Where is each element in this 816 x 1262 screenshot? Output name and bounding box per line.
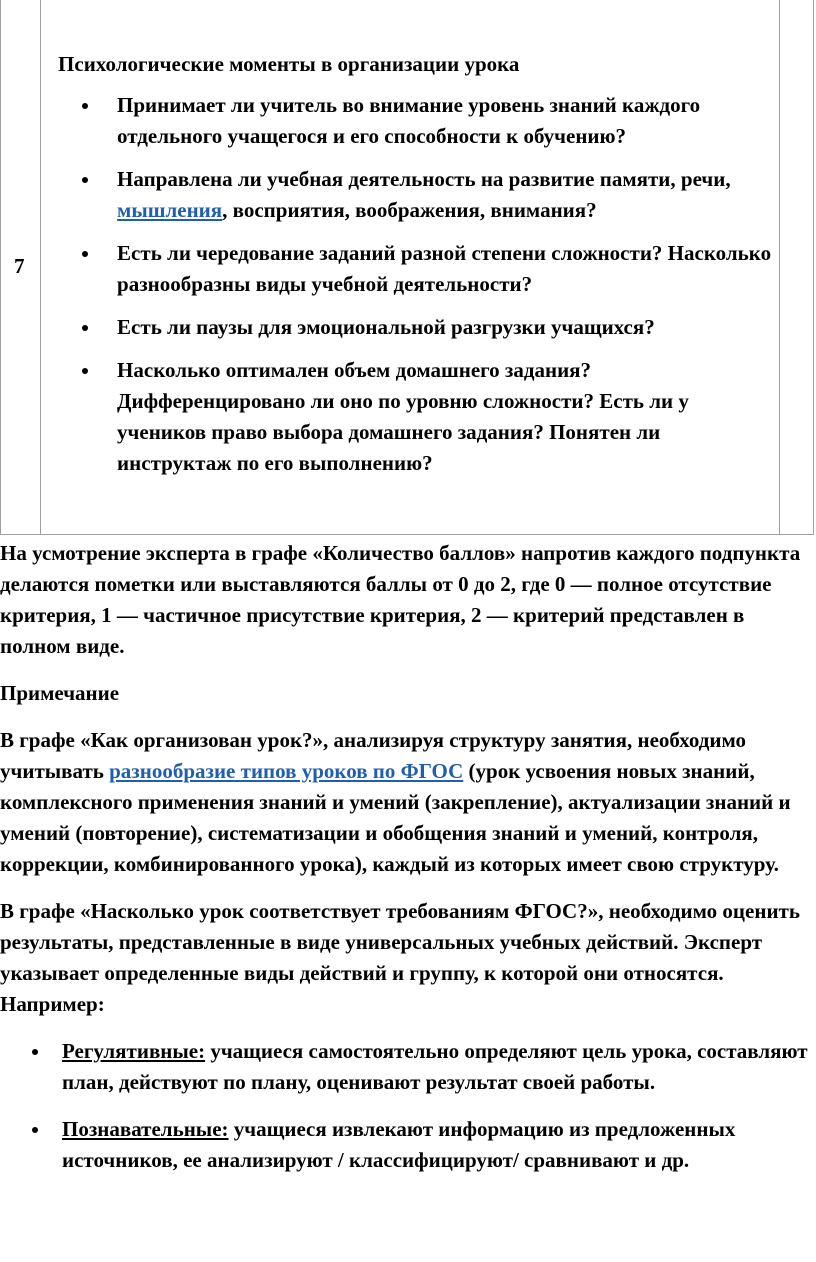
bullet-icon xyxy=(32,1049,38,1055)
question-text-after: , восприятия, воображения, внимания? xyxy=(222,197,597,222)
table-row xyxy=(1,0,814,535)
bullet-icon xyxy=(82,368,88,374)
list-item xyxy=(0,1114,816,1176)
criterion-text: учащиеся самостоятельно определяют цель урока, составляют план, действуют по плану, оценивают результат своей работы. xyxy=(62,1039,808,1094)
lesson-structure-paragraph xyxy=(0,725,816,880)
list-item xyxy=(58,355,779,479)
thinking-link[interactable]: мышления xyxy=(117,197,223,222)
action-types-list xyxy=(0,1036,816,1176)
paragraph-text-before: В графе «Как организован урок?», анализируя структуру занятия, необходимо учитывать xyxy=(0,728,746,783)
note-heading: Примечание xyxy=(0,681,120,705)
question-text: Есть ли чередование заданий разной степени сложности? Насколько разнообразны виды учебной деятельности? xyxy=(117,240,772,296)
criterion-label: Регулятивные: xyxy=(62,1039,206,1063)
question-text-before: Направлена ли учебная деятельность на развитие памяти, речи, xyxy=(117,166,731,191)
paragraph-text-after: (урок усвоения новых знаний, комплексного применения знаний и умений (закрепление), актуализации знаний и умений (повторение), систематизации и обобщения знаний и умений, контроля, коррекции, комбинированного урока), каждый из которых имеет свою структуру. xyxy=(0,759,791,876)
content-cell xyxy=(41,0,780,535)
score-cell xyxy=(779,0,813,535)
list-item xyxy=(58,164,779,226)
question-text: Есть ли паузы для эмоциональной разгрузки учащихся? xyxy=(117,314,655,339)
row-number: 7 xyxy=(14,254,25,278)
criterion-label: Познавательные: xyxy=(62,1117,229,1141)
list-item xyxy=(58,238,779,300)
bullet-icon xyxy=(82,251,88,257)
scoring-paragraph: На усмотрение эксперта в графе «Количество баллов» напротив каждого подпункта делаются пометки или выставляются баллы от 0 до 2, где 0 — полное отсутствие критерия, 1 — частичное присутствие критерия, 2 — критерий представлен в полном виде. xyxy=(0,541,801,658)
row-number-cell xyxy=(1,0,41,535)
bullet-icon xyxy=(32,1127,38,1133)
list-item xyxy=(58,312,779,343)
question-list xyxy=(58,90,779,479)
list-item xyxy=(0,1036,816,1098)
bullet-icon xyxy=(82,177,88,183)
lesson-types-link[interactable]: разнообразие типов уроков по ФГОС xyxy=(109,759,464,783)
question-text: Насколько оптимален объем домашнего задания? Дифференцировано ли оно по уровню сложности? Есть ли у учеников право выбора домашнего задания? Понятен ли инструктаж по его выполнению? xyxy=(117,357,689,475)
question-text: Принимает ли учитель во внимание уровень знаний каждого отдельного учащегося и его способности к обучению? xyxy=(117,92,701,148)
fgos-paragraph: В графе «Насколько урок соответствует требованиям ФГОС?», необходимо оценить результаты, представленные в виде универсальных учебных действий. Эксперт указывает определенные виды действий и группу, к которой они относятся. Например: xyxy=(0,899,800,1016)
criteria-table xyxy=(0,0,814,535)
bullet-icon xyxy=(82,103,88,109)
bullet-icon xyxy=(82,325,88,331)
criterion-text: учащиеся извлекают информацию из предложенных источников, ее анализируют / классифицируют/ сравнивают и др. xyxy=(62,1117,736,1172)
list-item xyxy=(58,90,779,152)
document-body xyxy=(0,538,816,1192)
cell-title: Психологические моменты в организации урока xyxy=(58,51,520,76)
